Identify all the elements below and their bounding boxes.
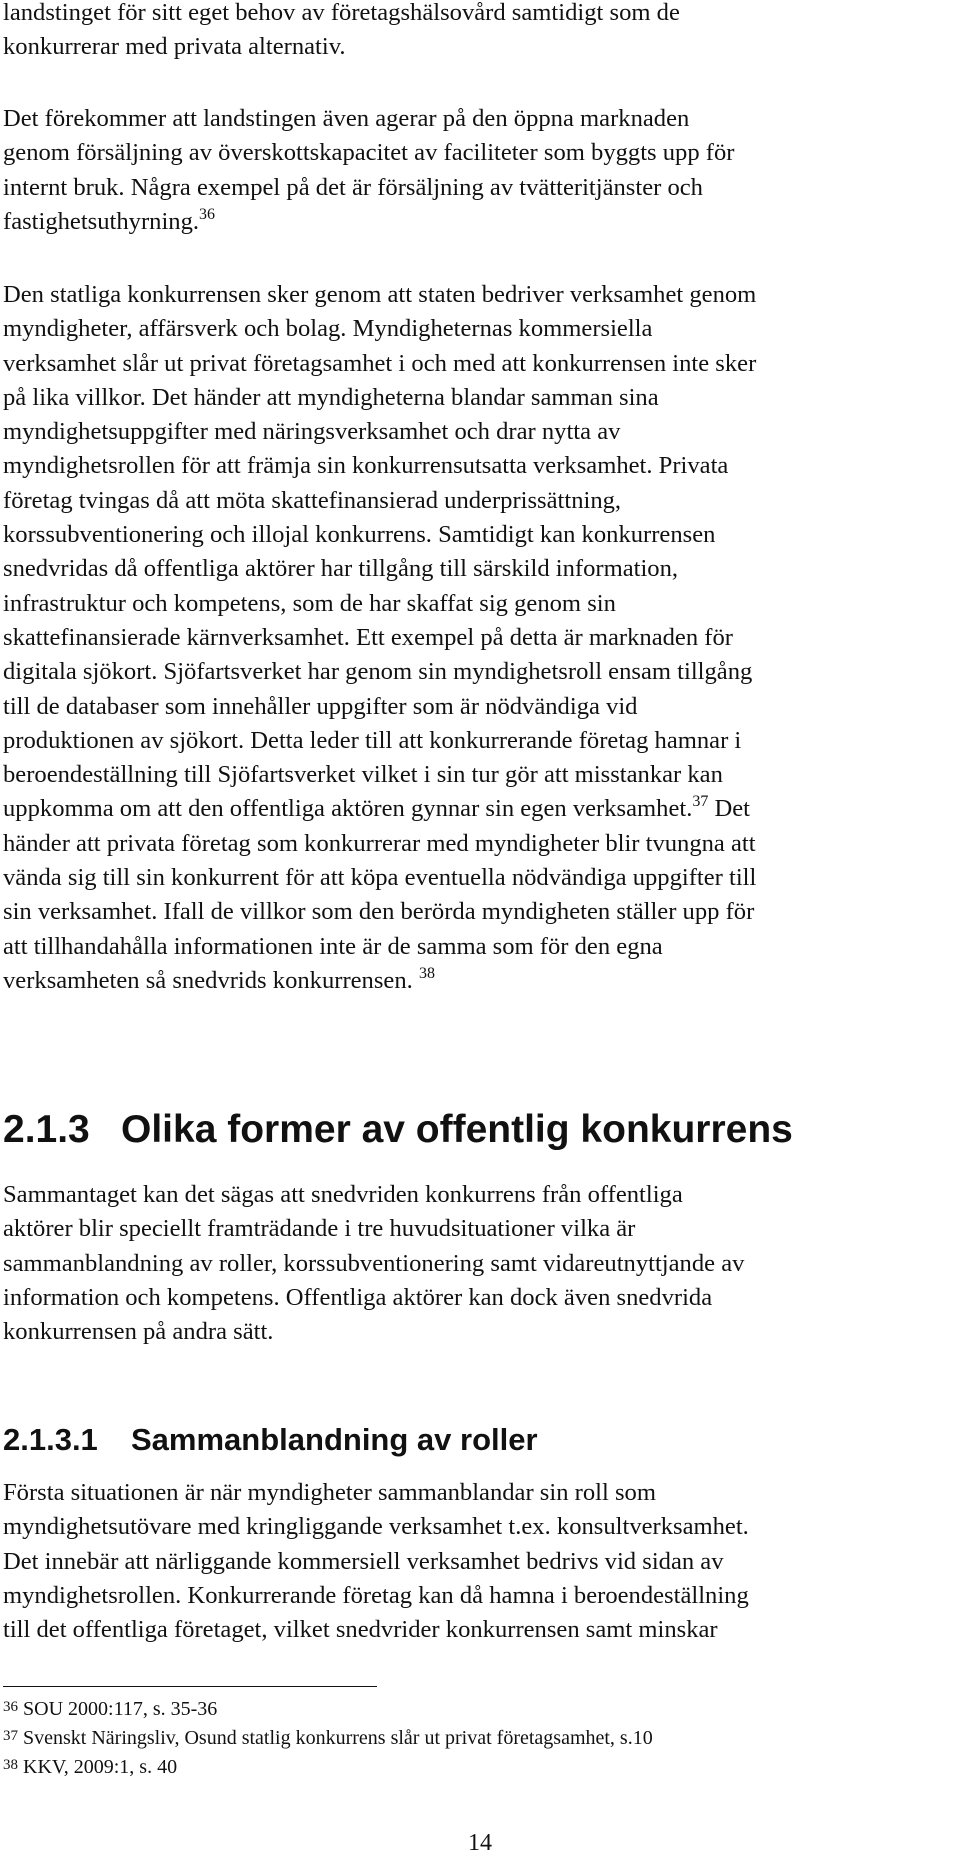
footnote-ref-37[interactable]: 37	[692, 793, 709, 811]
footnote-number: 37	[3, 1728, 18, 1744]
footnote-number: 36	[3, 1699, 18, 1715]
text-line: korssubventionering och illojal konkurrens. Samtidigt kan konkurrensen	[3, 521, 716, 549]
text-line: Det innebär att närliggande kommersiell verksamhet bedrivs vid sidan av	[3, 1547, 724, 1575]
footnote-text: Svenskt Näringsliv, Osund statlig konkurrens slår ut privat företagsamhet, s.10	[23, 1727, 653, 1749]
paragraph-mixing-roles	[3, 1476, 953, 1647]
footnote-36	[3, 1694, 217, 1724]
text-line: sammanblandning av roller, korssubventionering samt vidareutnyttjande av	[3, 1249, 745, 1277]
text-line: information och kompetens. Offentliga aktörer kan dock även snedvrida	[3, 1283, 713, 1311]
text-line: Den statliga konkurrensen sker genom att staten bedriver verksamhet genom	[3, 281, 757, 308]
text-line: verksamhet slår ut privat företagsamhet i och med att konkurrensen inte sker	[3, 349, 757, 377]
text-fragment: Det	[708, 795, 751, 823]
text-fragment: fastighetsuthyrning.	[3, 207, 200, 235]
text-line: aktörer blir speciellt framträdande i tre huvudsituationer vilka är	[3, 1215, 636, 1243]
text-line: konkurrensen på andra sätt.	[3, 1318, 274, 1346]
text-line: landstinget för sitt eget behov av företagshälsovård samtidigt som de	[3, 0, 680, 26]
text-line: myndigheter, affärsverk och bolag. Myndigheternas kommersiella	[3, 315, 653, 343]
footnote-text: SOU 2000:117, s. 35-36	[23, 1698, 218, 1720]
paragraph-forms-of-competition	[3, 1178, 953, 1349]
text-line: att tillhandahålla informationen inte är de samma som för den egna	[3, 932, 663, 960]
paragraph-state-competition	[3, 278, 953, 998]
text-line: Sammantaget kan det sägas att snedvriden konkurrens från offentliga	[3, 1181, 683, 1208]
page-number: 14	[468, 1830, 492, 1856]
text-line: genom försäljning av överskottskapacitet av faciliteter som byggts upp för	[3, 139, 735, 167]
text-line	[3, 964, 953, 998]
text-line: Det förekommer att landstingen även agerar på den öppna marknaden	[3, 105, 690, 132]
text-line: vända sig till sin konkurrent för att köpa eventuella nödvändiga uppgifter till	[3, 864, 757, 892]
text-line: snedvridas då offentliga aktörer har tillgång till särskild information,	[3, 555, 679, 583]
text-line: infrastruktur och kompetens, som de har skaffat sig genom sin	[3, 589, 616, 617]
text-line: företag tvingas då att möta skattefinansierad underprissättning,	[3, 486, 622, 514]
paragraph-landsting-market	[3, 102, 953, 239]
text-line: internt bruk. Några exempel på det är försäljning av tvätteritjänster och	[3, 173, 703, 201]
text-line: myndighetsuppgifter med näringsverksamhet och drar nytta av	[3, 418, 621, 446]
text-line: till de databaser som innehåller uppgifter som är nödvändiga vid	[3, 692, 638, 720]
footnote-number: 38	[3, 1757, 18, 1773]
text-line	[3, 205, 953, 239]
text-line: myndighetsrollen för att främja sin konkurrensutsatta verksamhet. Privata	[3, 452, 729, 480]
text-line	[3, 792, 953, 826]
footnote-separator	[3, 1686, 377, 1687]
section-title: Olika former av offentlig konkurrens	[121, 1108, 793, 1151]
footnote-37	[3, 1723, 653, 1753]
text-line: produktionen av sjökort. Detta leder till att konkurrerande företag hamnar i	[3, 726, 742, 754]
text-line: på lika villkor. Det händer att myndigheterna blandar samman sina	[3, 383, 659, 411]
text-line: sin verksamhet. Ifall de villkor som den berörda myndigheten ställer upp för	[3, 898, 755, 926]
text-line: Första situationen är när myndigheter sammanblandar sin roll som	[3, 1479, 656, 1506]
text-line: skattefinansierade kärnverksamhet. Ett exempel på detta är marknaden för	[3, 623, 733, 651]
section-heading-2-1-3	[3, 1107, 793, 1153]
intro-paragraph	[3, 0, 953, 65]
section-heading-2-1-3-1	[3, 1421, 538, 1459]
text-line: konkurrerar med privata alternativ.	[3, 33, 346, 61]
footnote-ref-38[interactable]: 38	[418, 964, 435, 982]
text-line: digitala sjökort. Sjöfartsverket har genom sin myndighetsroll ensam tillgång	[3, 658, 753, 686]
section-number: 2.1.3.1	[3, 1422, 98, 1457]
text-line: beroendeställning till Sjöfartsverket vilket i sin tur gör att misstankar kan	[3, 761, 723, 789]
text-fragment: verksamheten så snedvrids konkurrensen.	[3, 966, 413, 994]
text-fragment: uppkomma om att den offentliga aktören gynnar sin egen verksamhet.	[3, 795, 693, 823]
footnote-ref-36[interactable]: 36	[199, 205, 216, 223]
text-line: myndighetsrollen. Konkurrerande företag kan då hamna i beroendeställning	[3, 1581, 749, 1609]
footnote-38	[3, 1752, 177, 1782]
text-line: händer att privata företag som konkurrerar med myndigheter blir tvungna att	[3, 829, 756, 857]
text-line: myndighetsutövare med kringliggande verksamhet t.ex. konsultverksamhet.	[3, 1513, 749, 1541]
text-line: till det offentliga företaget, vilket snedvrider konkurrensen samt minskar	[3, 1616, 718, 1644]
section-number: 2.1.3	[3, 1108, 90, 1151]
section-title: Sammanblandning av roller	[131, 1422, 538, 1457]
footnote-text: KKV, 2009:1, s. 40	[23, 1756, 178, 1778]
